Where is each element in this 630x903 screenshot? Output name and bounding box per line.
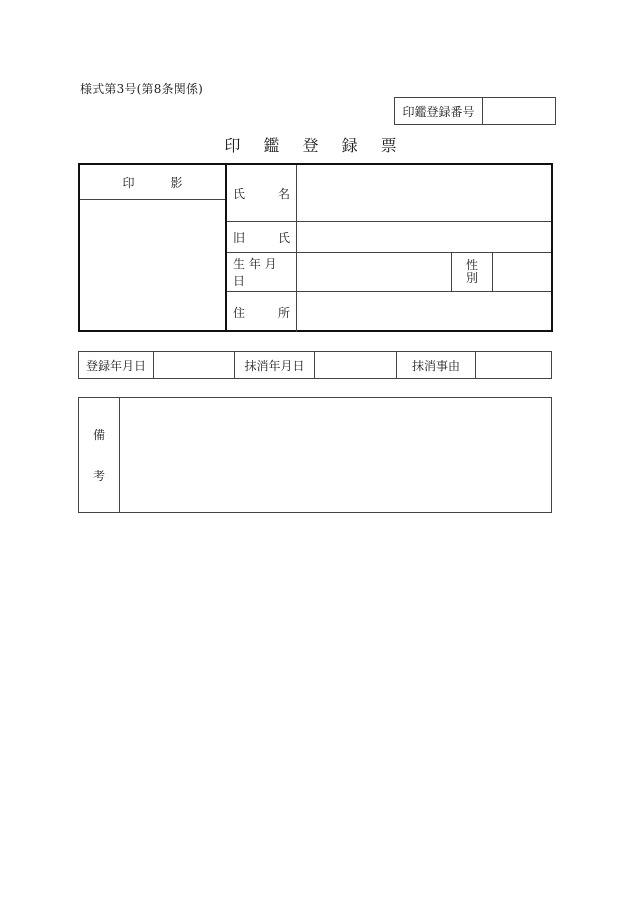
address-field[interactable] (297, 292, 551, 332)
remarks-label-bottom: 考 (92, 469, 105, 483)
remarks-field[interactable] (119, 398, 551, 512)
sex-field[interactable] (492, 253, 551, 291)
registration-number-label: 印鑑登録番号 (395, 98, 483, 124)
seal-label-left: 印 (122, 175, 171, 190)
cancel-reason-field[interactable] (476, 352, 551, 378)
birth-date-label-text: 生 年 月 日 (233, 257, 277, 288)
address-label-b: 所 (277, 305, 290, 320)
name-field[interactable] (297, 165, 551, 221)
page-title: 印 鑑 登 録 票 (224, 136, 406, 155)
registration-date-label: 登録年月日 (79, 352, 154, 378)
former-name-label (227, 222, 297, 252)
registration-table (78, 163, 553, 332)
seal-impression-column (80, 165, 227, 330)
name-row (227, 165, 551, 222)
sex-label (451, 253, 493, 291)
name-label (227, 165, 297, 221)
remarks-box (78, 397, 552, 513)
birth-date-field (297, 253, 551, 291)
form-number: 様式第3号(第8条関係) (80, 82, 204, 96)
former-name-row (227, 222, 551, 253)
registration-number-box (394, 97, 556, 125)
former-name-field[interactable] (297, 222, 551, 252)
seal-impression-area[interactable] (80, 200, 225, 332)
sex-label-top: 性 (465, 258, 478, 272)
name-label-a: 氏 (233, 186, 246, 201)
name-label-b: 名 (277, 186, 290, 201)
registration-number-field[interactable] (483, 98, 555, 124)
seal-impression-header (80, 165, 225, 200)
seal-label-right: 影 (170, 175, 219, 190)
cancel-reason-label: 抹消事由 (397, 352, 476, 378)
address-label-a: 住 (233, 305, 246, 320)
dates-table (78, 351, 552, 379)
sex-label-bottom: 別 (465, 271, 478, 285)
address-row (227, 292, 551, 332)
remarks-label-top: 備 (92, 428, 105, 442)
former-name-label-a: 旧 (233, 230, 246, 245)
remarks-label (79, 398, 120, 512)
birth-date-input[interactable] (297, 253, 451, 291)
registration-date-field[interactable] (154, 352, 235, 378)
birth-date-row (227, 253, 551, 292)
cancel-date-label: 抹消年月日 (235, 352, 315, 378)
address-label (227, 292, 297, 332)
birth-date-label (227, 253, 297, 291)
cancel-date-field[interactable] (315, 352, 397, 378)
former-name-label-b: 氏 (277, 230, 290, 245)
